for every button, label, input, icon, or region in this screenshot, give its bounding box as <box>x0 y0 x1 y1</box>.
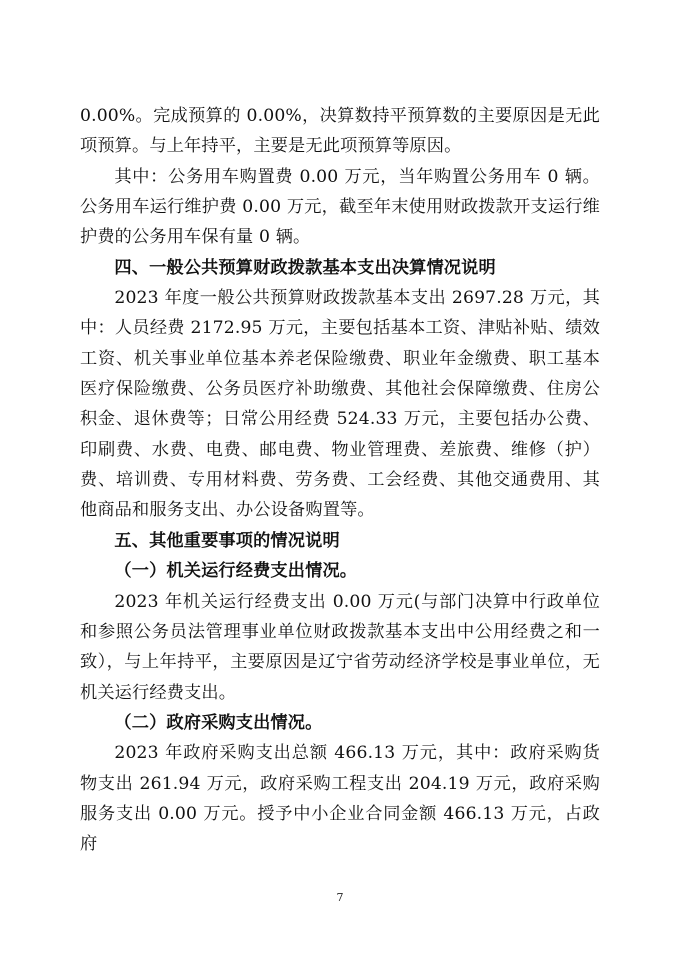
subsection-two-heading: （二）政府采购支出情况。 <box>114 712 323 733</box>
budget-continuation-paragraph: 0.00%。完成预算的 0.00%，决算数持平预算数的主要原因是无此项预算。与上年持平，主要是无此项预算等原因。 <box>80 106 600 157</box>
basic-expenditure-paragraph: 2023 年度一般公共预算财政拨款基本支出 2697.28 万元，其中：人员经费 2172.95 万元，主要包括基本工资、津贴补贴、绩效工资、机关事业单位基本养老保险缴费、职业年金缴费、职工基本医疗保险缴费、公务员医疗补助缴费、其他社会保障缴费、住房公积金、退休费等；日常公用经费 524.33 万元，主要包括办公费、印刷费、水费、电费、邮电费、物业管理费、差旅费、维修（护）费、培训费、专用材料费、劳务费、工会经费、其他交通费用、其他商品和服务支出、办公设备购置等。 <box>80 288 600 521</box>
government-procurement-paragraph: 2023 年政府采购支出总额 466.13 万元，其中：政府采购货物支出 261.94 万元，政府采购工程支出 204.19 万元，政府采购服务支出 0.00 万元。授予中小企业合同金额 466.13 万元，占政府 <box>80 743 600 855</box>
section-five-heading: 五、其他重要事项的情况说明 <box>114 530 340 551</box>
document-body <box>80 101 600 860</box>
page-number: 7 <box>336 891 344 904</box>
subsection-one-heading: （一）机关运行经费支出情况。 <box>114 561 358 582</box>
operating-expense-paragraph: 2023 年机关运行经费支出 0.00 万元(与部门决算中行政单位和参照公务员法管理事业单位财政拨款基本支出中公用经费之和一致），与上年持平，主要原因是辽宁省劳动经济学校是事业单位，无机关运行经费支出。 <box>80 591 600 703</box>
section-four-heading: 四、一般公共预算财政拨款基本支出决算情况说明 <box>114 257 496 278</box>
official-vehicle-paragraph: 其中：公务用车购置费 0.00 万元，当年购置公务用车 0 辆。公务用车运行维护费 0.00 万元，截至年末使用财政拨款开支运行维护费的公务用车保有量 0 辆。 <box>80 166 600 248</box>
